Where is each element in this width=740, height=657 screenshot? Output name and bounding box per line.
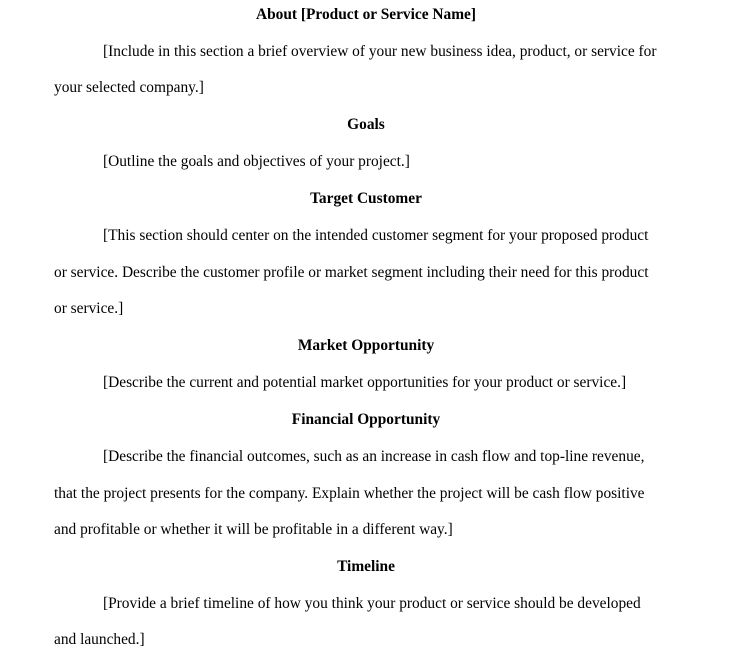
- paragraph-line: and launched.]: [54, 631, 145, 648]
- paragraph-line: [Provide a brief timeline of how you think your product or service should be developed: [103, 595, 641, 612]
- paragraph-line: [Describe the current and potential market opportunities for your product or service.]: [103, 374, 627, 391]
- paragraph-line: that the project presents for the company. Explain whether the project will be cash flow positive: [54, 485, 645, 502]
- paragraph-line: or service.]: [54, 300, 124, 317]
- section-heading-timeline: Timeline: [337, 558, 395, 575]
- paragraph-line: or service. Describe the customer profile or market segment including their need for this product: [54, 264, 649, 281]
- section-heading-about: About [Product or Service Name]: [256, 6, 476, 23]
- paragraph-line: and profitable or whether it will be profitable in a different way.]: [54, 521, 453, 538]
- paragraph-line: your selected company.]: [54, 79, 204, 96]
- paragraph-line: [Outline the goals and objectives of your project.]: [103, 153, 410, 170]
- paragraph-line: [Describe the financial outcomes, such as an increase in cash flow and top-line revenue,: [103, 448, 645, 465]
- section-heading-market-opportunity: Market Opportunity: [297, 337, 435, 354]
- section-heading-financial-opportunity: Financial Opportunity: [291, 411, 441, 428]
- section-heading-target-customer: Target Customer: [310, 190, 422, 207]
- section-heading-goals: Goals: [347, 116, 385, 133]
- paragraph-line: [Include in this section a brief overview of your new business idea, product, or service for: [103, 43, 657, 60]
- paragraph-line: [This section should center on the intended customer segment for your proposed product: [103, 227, 649, 244]
